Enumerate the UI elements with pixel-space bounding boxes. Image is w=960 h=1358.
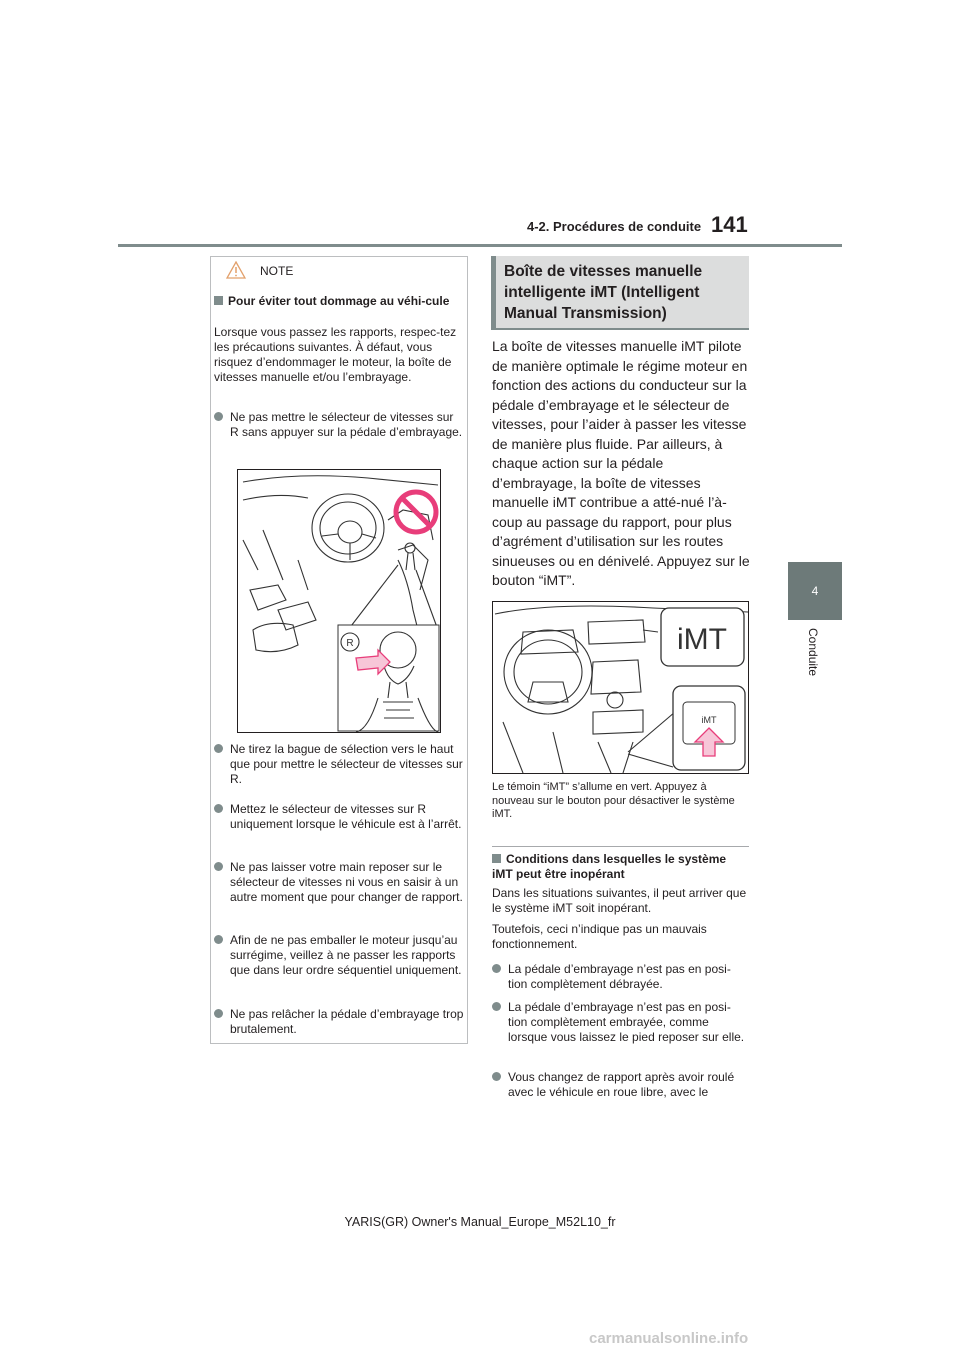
imt-button-illustration [492, 601, 749, 774]
bullet-dot-icon [214, 862, 223, 871]
note-bullet: Ne tirez la bague de sélection vers le haut que pour mettre le sélecteur de vitesses sur R. [214, 742, 464, 787]
page-number: 141 [711, 212, 748, 237]
imt-body: La boîte de vitesses manuelle iMT pilote de manière optimale le régime moteur en fonction des actions du conducteur sur la pédale d’embrayage et le sélecteur de vitesses, pour l’aider à passer les vitesse de manière plus fluide. Par ailleurs, à chaque action sur la pédale d’embrayage, la boîte de vitesses manuelle iMT contribue a atté-nué l’à-coup au passage du rapport, pour plus d’agrément d’utilisation sur les routes sinueuses ou en dénivelé. Appuyez sur le bouton “iMT”. [492, 338, 750, 588]
figure-caption: Le témoin “iMT” s’allume en vert. Appuyez à nouveau sur le bouton pour désactiver le système iMT. [492, 781, 735, 820]
bullet-dot-icon [214, 935, 223, 944]
square-bullet-icon [214, 296, 223, 305]
chapter-number: 4 [811, 584, 819, 598]
chapter-tab [788, 562, 842, 620]
imt-indicator-label: iMT [677, 623, 727, 656]
warning-icon [226, 261, 246, 279]
heading-underline [491, 328, 749, 330]
note-bullet: Ne pas laisser votre main reposer sur le sélecteur de vitesses ni vous en saisir à un autre moment que pour changer de rapport. [214, 860, 464, 905]
bullet-dot-icon [214, 744, 223, 753]
conditions-intro: Dans les situations suivantes, il peut arriver que le système iMT soit inopérant. [492, 886, 747, 915]
bullet-dot-icon [214, 804, 223, 813]
note-subheading: Pour éviter tout dommage au véhi-cule [214, 294, 462, 309]
conditions-bullet: La pédale d’embrayage n’est pas en posi-tion complètement débrayée. [492, 962, 750, 992]
imt-title: Boîte de vitesses manuelle intelligente iMT (Intelligent Manual Transmission) [504, 263, 703, 322]
note-bullet: Afin de ne pas emballer le moteur jusqu’au surrégime, veillez à ne passer les rapports que dans leur ordre séquentiel uniquement. [214, 933, 464, 978]
conditions-heading: Conditions dans lesquelles le système iMT peut être inopérant [492, 852, 727, 881]
conditions-bullet: Vous changez de rapport après avoir roulé avec le véhicule en roue libre, avec le [492, 1070, 750, 1100]
bullet-dot-icon [214, 1009, 223, 1018]
bullet-dot-icon [492, 1002, 501, 1011]
note-bullet: Ne pas mettre le sélecteur de vitesses sur R sans appuyer sur la pédale d’embrayage. [214, 410, 464, 440]
imt-button-label: iMT [701, 715, 717, 725]
gear-shift-illustration [237, 469, 441, 733]
chapter-label: Conduite [806, 628, 820, 677]
shifter-drawing [238, 470, 440, 732]
watermark: carmanualsonline.info [589, 1330, 749, 1347]
square-bullet-icon [492, 854, 501, 863]
dashboard-drawing [493, 602, 748, 773]
note-bullet: Mettez le sélecteur de vitesses sur R uniquement lorsque le véhicule est à l’arrêt. [214, 802, 464, 832]
separator-rule [492, 846, 749, 847]
reverse-label: R [346, 638, 354, 649]
note-heading: NOTE [260, 264, 294, 278]
section-title: 4-2. Procédures de conduite [527, 219, 702, 234]
conditions-bullet: La pédale d’embrayage n’est pas en posi-tion complètement embrayée, comme lorsque vous laissez le pied reposer sur elle. [492, 1000, 750, 1045]
conditions-note: Toutefois, ceci n’indique pas un mauvais fonctionnement. [492, 922, 707, 951]
header-rule [118, 244, 842, 247]
page-footer: YARIS(GR) Owner's Manual_Europe_M52L10_fr [344, 1215, 616, 1229]
note-intro: Lorsque vous passez les rapports, respec-tez les précautions suivantes. À défaut, vous risquez d’endommager le moteur, la boîte de vitesses manuelle et/ou l’embrayage. [214, 325, 457, 384]
bullet-dot-icon [492, 964, 501, 973]
note-bullet: Ne pas relâcher la pédale d’embrayage trop brutalement. [214, 1007, 464, 1037]
bullet-dot-icon [214, 412, 223, 421]
bullet-dot-icon [492, 1072, 501, 1081]
